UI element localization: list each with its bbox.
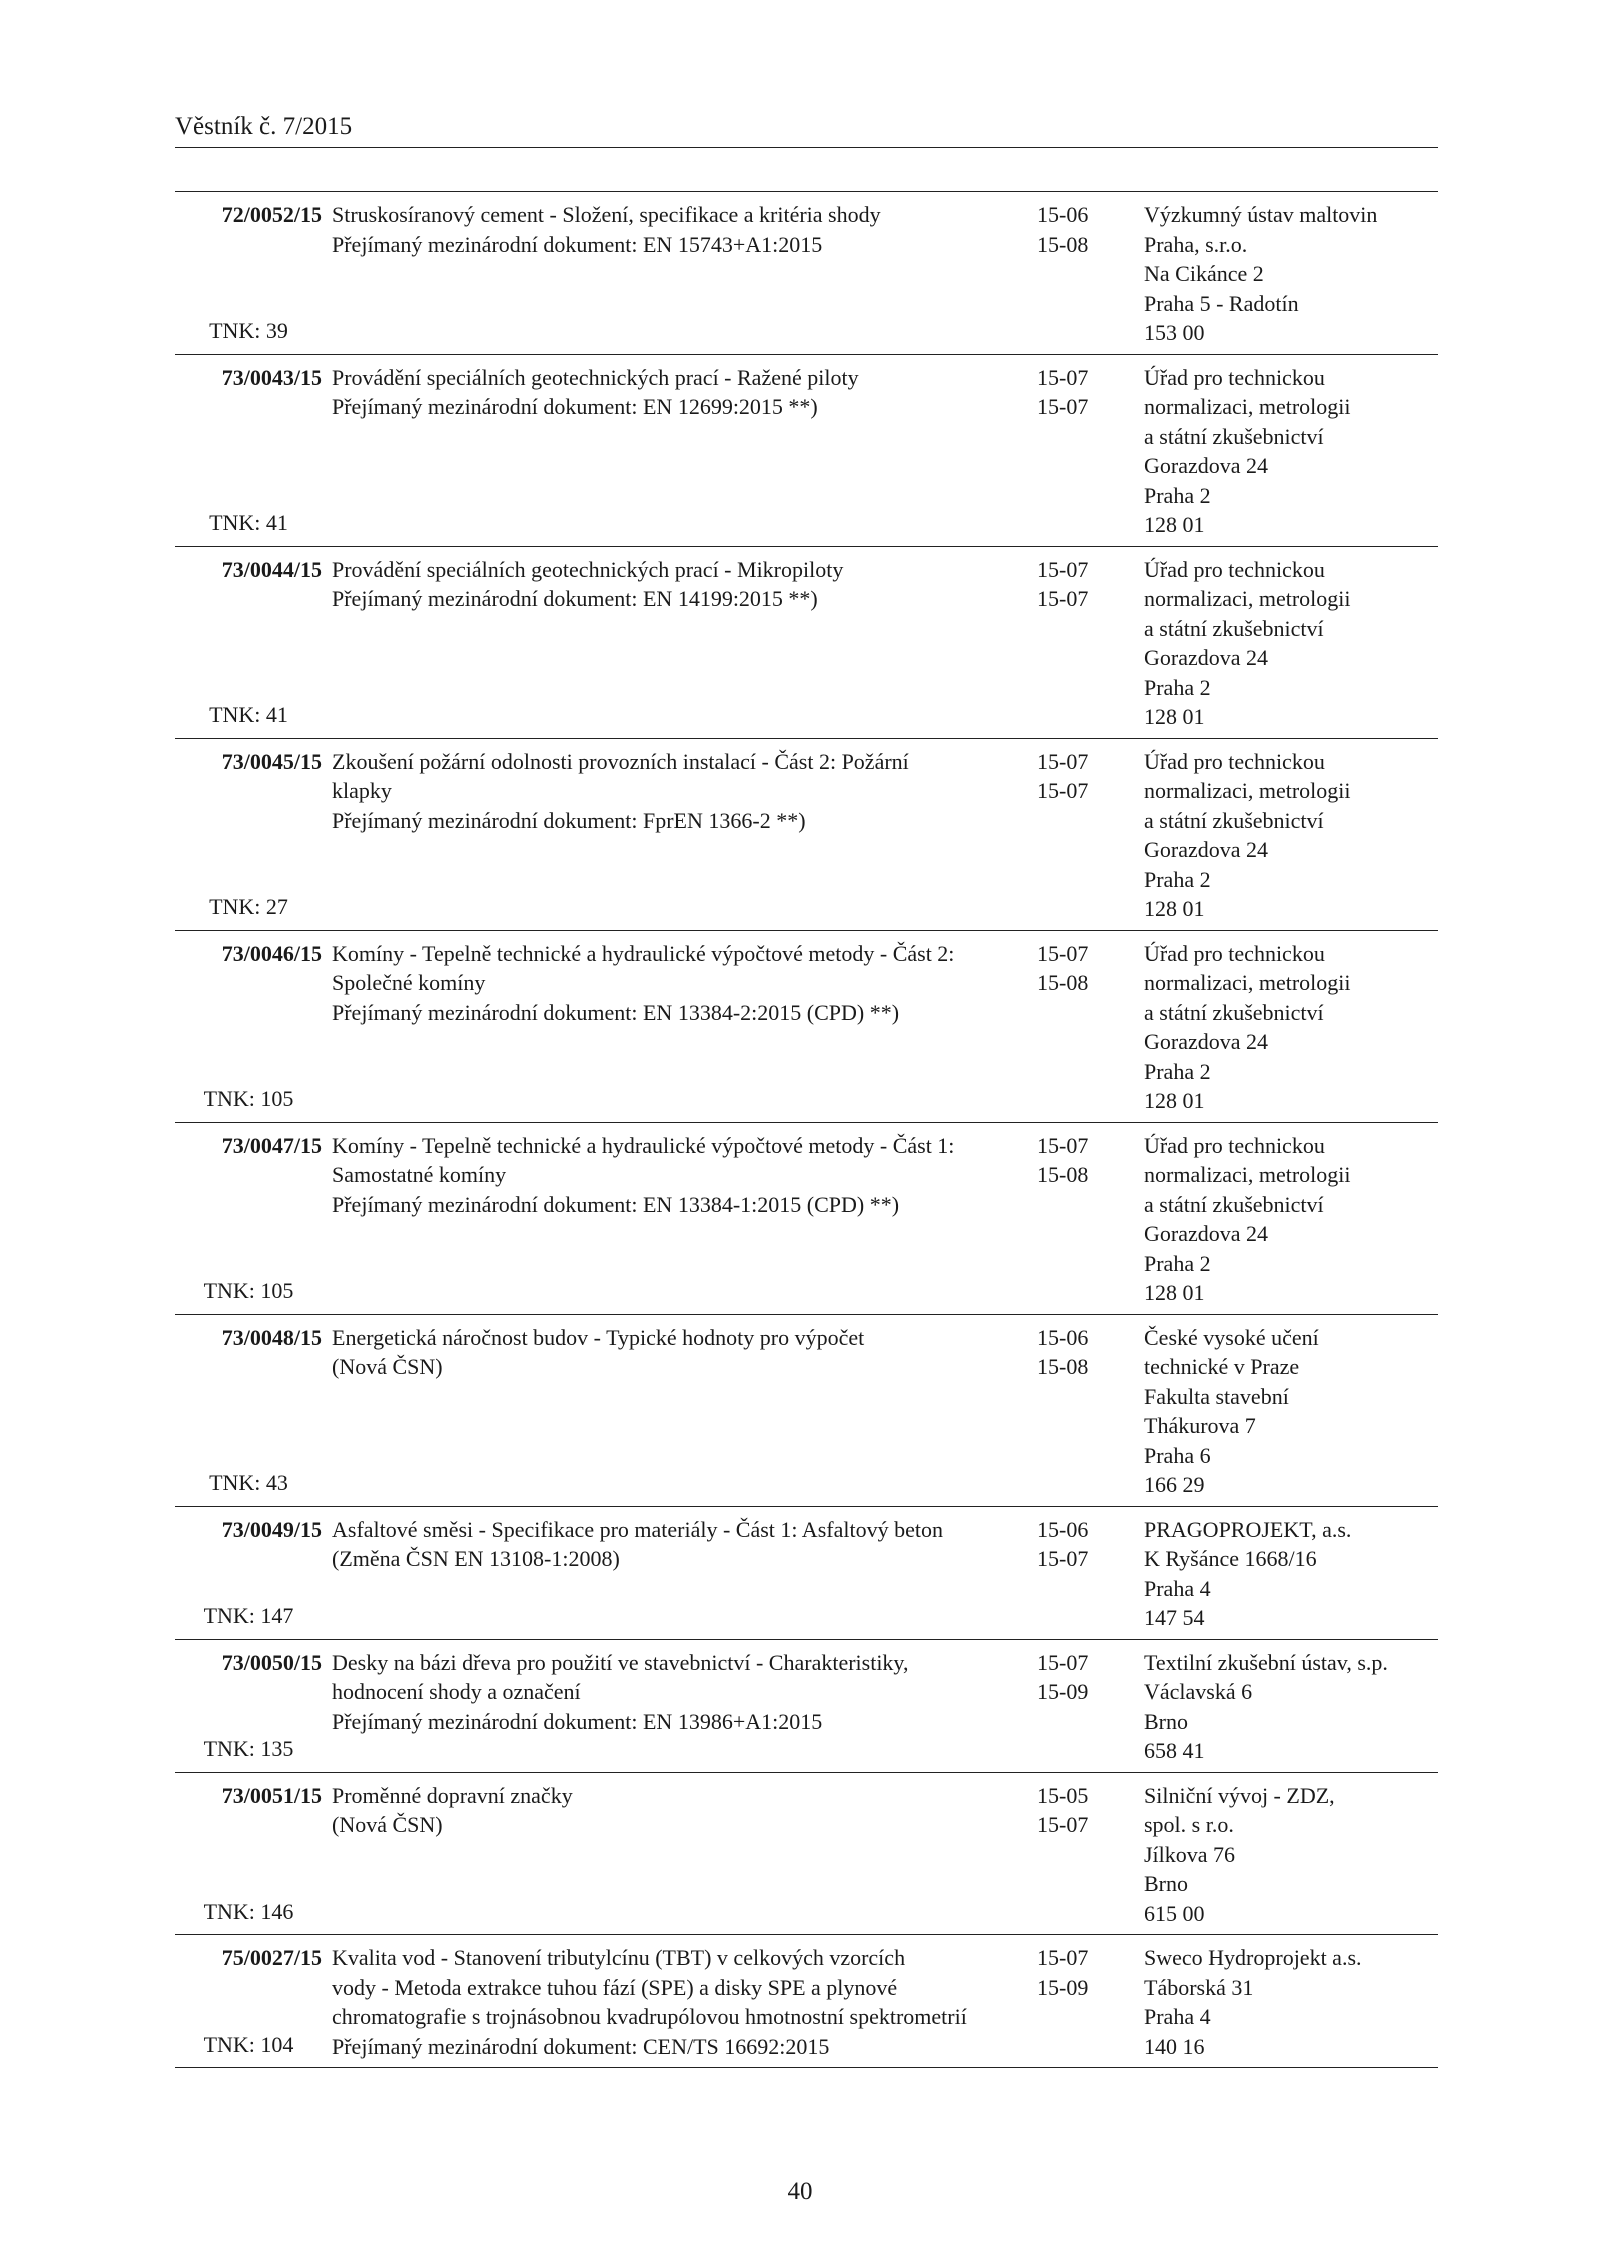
address-line: 128 01 xyxy=(1144,1088,1205,1113)
address-line: Sweco Hydroprojekt a.s. xyxy=(1144,1945,1362,1970)
date-value: 15-07 xyxy=(1037,778,1089,803)
date-value: 15-07 xyxy=(1037,364,1089,390)
date-value: 15-07 xyxy=(1037,586,1089,611)
address-line: K Ryšánce 1668/16 xyxy=(1144,1546,1317,1571)
entry-id-cell xyxy=(175,1648,322,1766)
title-line: Přejímaný mezinárodní dokument: EN 13384-2:2015 (CPD) **) xyxy=(332,999,900,1025)
address-line: normalizaci, metrologii xyxy=(1144,394,1351,419)
address-line: Praha, s.r.o. xyxy=(1144,231,1248,257)
address-line: Praha 6 xyxy=(1144,1442,1211,1468)
address-line: České vysoké učení xyxy=(1144,1324,1319,1350)
tnk-number: TNK: 43 xyxy=(209,1470,288,1495)
table-row xyxy=(175,1315,1438,1507)
tnk-number: TNK: 105 xyxy=(203,1086,294,1111)
title-line: Přejímaný mezinárodní dokument: CEN/TS 16692:2015 xyxy=(332,2033,830,2059)
table-row xyxy=(175,192,1438,355)
page-header xyxy=(175,112,1438,148)
title-line: Přejímaný mezinárodní dokument: EN 12699:2015 **) xyxy=(332,394,818,419)
entry-id-cell xyxy=(175,939,322,1116)
entry-title-cell xyxy=(322,939,1029,1116)
date-value: 15-06 xyxy=(1037,202,1089,227)
title-line: Desky na bázi dřeva pro použití ve stavebnictví - Charakteristiky, xyxy=(332,1649,909,1675)
entry-title-cell xyxy=(322,200,1029,348)
address-line: Praha 2 xyxy=(1144,866,1211,892)
page-number: 40 xyxy=(787,2178,813,2205)
table-row xyxy=(175,739,1438,931)
address-line: technické v Praze xyxy=(1144,1354,1300,1379)
address-line: Úřad pro technickou xyxy=(1144,748,1325,774)
table-row xyxy=(175,1640,1438,1773)
entry-id-cell xyxy=(175,747,322,924)
title-line: Komíny - Tepelně technické a hydraulické výpočtové metody - Část 2: xyxy=(332,940,955,966)
address-line: 128 01 xyxy=(1144,1280,1205,1305)
title-line: Provádění speciálních geotechnických prací - Mikropiloty xyxy=(332,556,844,582)
address-line: Brno xyxy=(1144,1871,1188,1896)
entry-title-cell xyxy=(322,555,1029,732)
address-line: normalizaci, metrologii xyxy=(1144,778,1351,803)
title-line: Komíny - Tepelně technické a hydraulické výpočtové metody - Část 1: xyxy=(332,1132,955,1158)
entry-code: 73/0043/15 xyxy=(221,364,322,390)
entry-code: 73/0051/15 xyxy=(221,1782,322,1808)
title-line: Energetická náročnost budov - Typické hodnoty pro výpočet xyxy=(332,1324,865,1350)
address-line: Úřad pro technickou xyxy=(1144,364,1325,390)
entry-address-cell xyxy=(1134,200,1438,348)
address-line: 658 41 xyxy=(1144,1738,1205,1763)
date-value: 15-08 xyxy=(1037,970,1089,995)
title-line: chromatografie s trojnásobnou kvadrupólovou hmotnostní spektrometrií xyxy=(332,2004,967,2029)
date-value: 15-06 xyxy=(1037,1324,1089,1350)
address-line: a státní zkušebnictví xyxy=(1144,1191,1324,1217)
table-row xyxy=(175,1935,1438,2068)
address-line: a státní zkušebnictví xyxy=(1144,615,1324,641)
date-value: 15-08 xyxy=(1037,1162,1089,1187)
address-line: Silniční vývoj - ZDZ, xyxy=(1144,1782,1335,1808)
date-value: 15-08 xyxy=(1037,1354,1089,1379)
entry-title-cell xyxy=(322,1648,1029,1766)
entry-id-cell xyxy=(175,363,322,540)
title-line: Přejímaný mezinárodní dokument: EN 13986+A1:2015 xyxy=(332,1708,823,1734)
title-line: Proměnné dopravní značky xyxy=(332,1782,573,1808)
page-footer xyxy=(0,2178,1600,2206)
address-line: a státní zkušebnictví xyxy=(1144,423,1324,449)
entry-code: 72/0052/15 xyxy=(221,202,322,227)
title-line: hodnocení shody a označení xyxy=(332,1679,581,1704)
address-line: 153 00 xyxy=(1144,320,1205,345)
address-line: PRAGOPROJEKT, a.s. xyxy=(1144,1516,1352,1542)
entry-address-cell xyxy=(1134,1943,1438,2061)
address-line: a státní zkušebnictví xyxy=(1144,999,1324,1025)
title-line: (Nová ČSN) xyxy=(332,1812,443,1837)
standards-table xyxy=(175,191,1438,2068)
entry-id-cell xyxy=(175,200,322,348)
address-line: a státní zkušebnictví xyxy=(1144,807,1324,833)
entry-code: 73/0046/15 xyxy=(221,940,322,966)
entry-code: 73/0050/15 xyxy=(221,1649,322,1675)
address-line: Výzkumný ústav maltovin xyxy=(1144,202,1378,227)
entry-id-cell xyxy=(175,1943,322,2061)
date-value: 15-09 xyxy=(1037,1974,1089,2000)
address-line: Na Cikánce 2 xyxy=(1144,261,1264,286)
tnk-number: TNK: 104 xyxy=(203,2031,294,2057)
title-line: Kvalita vod - Stanovení tributylcínu (TBT) v celkových vzorcích xyxy=(332,1945,906,1970)
entry-title-cell xyxy=(322,1515,1029,1633)
entry-code: 73/0048/15 xyxy=(221,1324,322,1350)
entry-title-cell xyxy=(322,363,1029,540)
entry-address-cell xyxy=(1134,1323,1438,1500)
table-row xyxy=(175,1507,1438,1640)
address-line: Praha 2 xyxy=(1144,482,1211,508)
entry-title-cell xyxy=(322,1131,1029,1308)
address-line: Praha 4 xyxy=(1144,1575,1211,1601)
table-row xyxy=(175,355,1438,547)
address-line: Praha 4 xyxy=(1144,2004,1211,2029)
address-line: Gorazdova 24 xyxy=(1144,1221,1269,1246)
address-line: Jílkova 76 xyxy=(1144,1841,1236,1867)
title-line: Struskosíranový cement - Složení, specifikace a kritéria shody xyxy=(332,202,881,227)
entry-code: 75/0027/15 xyxy=(221,1945,322,1970)
tnk-number: TNK: 146 xyxy=(203,1898,294,1924)
entry-address-cell xyxy=(1134,939,1438,1116)
date-value: 15-07 xyxy=(1037,556,1089,582)
entry-id-cell xyxy=(175,1781,322,1929)
journal-title: Věstník č. 7/2015 xyxy=(175,113,353,140)
address-line: Praha 2 xyxy=(1144,1058,1211,1084)
address-line: spol. s r.o. xyxy=(1144,1812,1234,1837)
entry-dates-cell xyxy=(1029,747,1134,924)
tnk-number: TNK: 147 xyxy=(203,1603,294,1628)
entry-address-cell xyxy=(1134,1131,1438,1308)
title-line: Přejímaný mezinárodní dokument: EN 15743+A1:2015 xyxy=(332,231,823,257)
entry-dates-cell xyxy=(1029,1943,1134,2061)
tnk-number: TNK: 105 xyxy=(203,1278,294,1303)
date-value: 15-07 xyxy=(1037,748,1089,774)
address-line: Thákurova 7 xyxy=(1144,1413,1256,1438)
title-line: (Nová ČSN) xyxy=(332,1354,443,1379)
entry-dates-cell xyxy=(1029,363,1134,540)
entry-id-cell xyxy=(175,1515,322,1633)
title-line: Provádění speciálních geotechnických prací - Ražené piloty xyxy=(332,364,859,390)
date-value: 15-07 xyxy=(1037,940,1089,966)
title-line: Přejímaný mezinárodní dokument: FprEN 1366-2 **) xyxy=(332,807,806,833)
address-line: 128 01 xyxy=(1144,896,1205,921)
date-value: 15-07 xyxy=(1037,1649,1089,1675)
address-line: 140 16 xyxy=(1144,2033,1205,2059)
address-line: 128 01 xyxy=(1144,512,1205,537)
entry-dates-cell xyxy=(1029,1648,1134,1766)
entry-address-cell xyxy=(1134,555,1438,732)
address-line: Brno xyxy=(1144,1708,1188,1734)
address-line: 128 01 xyxy=(1144,704,1205,729)
date-value: 15-07 xyxy=(1037,1546,1089,1571)
entry-title-cell xyxy=(322,1323,1029,1500)
date-value: 15-09 xyxy=(1037,1679,1089,1704)
entry-title-cell xyxy=(322,1943,1029,2061)
title-line: Samostatné komíny xyxy=(332,1162,507,1187)
date-value: 15-07 xyxy=(1037,394,1089,419)
address-line: Gorazdova 24 xyxy=(1144,837,1269,862)
address-line: Praha 2 xyxy=(1144,1250,1211,1276)
address-line: Praha 5 - Radotín xyxy=(1144,290,1299,316)
tnk-number: TNK: 27 xyxy=(209,894,288,919)
title-line: klapky xyxy=(332,778,392,803)
entry-title-cell xyxy=(322,1781,1029,1929)
entry-code: 73/0045/15 xyxy=(221,748,322,774)
table-row xyxy=(175,931,1438,1123)
table-row xyxy=(175,1773,1438,1936)
address-line: Václavská 6 xyxy=(1144,1679,1253,1704)
entry-code: 73/0044/15 xyxy=(221,556,322,582)
entry-address-cell xyxy=(1134,1781,1438,1929)
address-line: Úřad pro technickou xyxy=(1144,556,1325,582)
entry-address-cell xyxy=(1134,747,1438,924)
address-line: Textilní zkušební ústav, s.p. xyxy=(1144,1649,1388,1675)
date-value: 15-08 xyxy=(1037,231,1089,257)
address-line: Praha 2 xyxy=(1144,674,1211,700)
address-line: Táborská 31 xyxy=(1144,1974,1254,2000)
address-line: Úřad pro technickou xyxy=(1144,1132,1325,1158)
title-line: Přejímaný mezinárodní dokument: EN 13384-1:2015 (CPD) **) xyxy=(332,1191,900,1217)
entry-id-cell xyxy=(175,1131,322,1308)
date-value: 15-07 xyxy=(1037,1812,1089,1837)
address-line: Fakulta stavební xyxy=(1144,1383,1289,1409)
tnk-number: TNK: 39 xyxy=(209,318,288,343)
title-line: Asfaltové směsi - Specifikace pro materiály - Část 1: Asfaltový beton xyxy=(332,1516,943,1542)
address-line: Gorazdova 24 xyxy=(1144,453,1269,478)
entry-dates-cell xyxy=(1029,1131,1134,1308)
title-line: Společné komíny xyxy=(332,970,486,995)
entry-address-cell xyxy=(1134,1648,1438,1766)
entry-dates-cell xyxy=(1029,939,1134,1116)
tnk-number: TNK: 41 xyxy=(209,510,288,535)
address-line: Gorazdova 24 xyxy=(1144,645,1269,670)
title-line: (Změna ČSN EN 13108-1:2008) xyxy=(332,1546,620,1571)
address-line: Úřad pro technickou xyxy=(1144,940,1325,966)
entry-address-cell xyxy=(1134,363,1438,540)
address-line: normalizaci, metrologii xyxy=(1144,1162,1351,1187)
address-line: 147 54 xyxy=(1144,1605,1205,1630)
address-line: Gorazdova 24 xyxy=(1144,1029,1269,1054)
entry-code: 73/0047/15 xyxy=(221,1132,322,1158)
entry-dates-cell xyxy=(1029,555,1134,732)
date-value: 15-06 xyxy=(1037,1516,1089,1542)
title-line: vody - Metoda extrakce tuhou fází (SPE) a disky SPE a plynové xyxy=(332,1974,898,2000)
address-line: 166 29 xyxy=(1144,1472,1205,1497)
entry-dates-cell xyxy=(1029,1323,1134,1500)
entry-dates-cell xyxy=(1029,1781,1134,1929)
entry-title-cell xyxy=(322,747,1029,924)
tnk-number: TNK: 135 xyxy=(203,1736,294,1761)
table-row xyxy=(175,1123,1438,1315)
date-value: 15-07 xyxy=(1037,1132,1089,1158)
entry-address-cell xyxy=(1134,1515,1438,1633)
entry-code: 73/0049/15 xyxy=(221,1516,322,1542)
title-line: Přejímaný mezinárodní dokument: EN 14199:2015 **) xyxy=(332,586,818,611)
title-line: Zkoušení požární odolnosti provozních instalací - Část 2: Požární xyxy=(332,748,909,774)
address-line: 615 00 xyxy=(1144,1900,1205,1926)
entry-id-cell xyxy=(175,1323,322,1500)
table-row xyxy=(175,547,1438,739)
address-line: normalizaci, metrologii xyxy=(1144,970,1351,995)
address-line: normalizaci, metrologii xyxy=(1144,586,1351,611)
date-value: 15-07 xyxy=(1037,1945,1089,1970)
tnk-number: TNK: 41 xyxy=(209,702,288,727)
entry-id-cell xyxy=(175,555,322,732)
entry-dates-cell xyxy=(1029,200,1134,348)
entry-dates-cell xyxy=(1029,1515,1134,1633)
date-value: 15-05 xyxy=(1037,1782,1089,1808)
